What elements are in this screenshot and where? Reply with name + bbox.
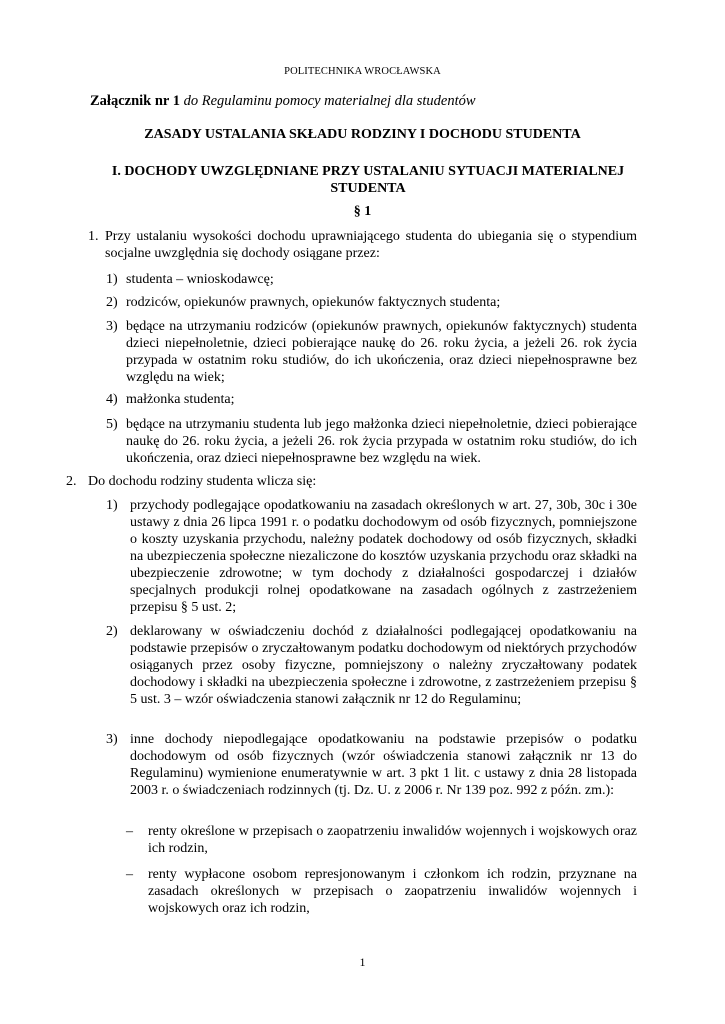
annex-number: Załącznik nr 1 — [90, 93, 180, 109]
dash-item-text: renty wypłacone osobom represjonowanym i członkom ich rodzin, przyznane na zasadach określonych w przepisach o zaopatrzeniu inwalidów wojennych i wojskowych oraz ich rodzin, — [148, 867, 637, 916]
paragraph-mark: § 1 — [353, 204, 372, 219]
point-number: 1. — [88, 229, 99, 244]
dash-item-text: renty określone w przepisach o zaopatrzeniu inwalidów wojennych i wojskowych oraz ich rodzin, — [148, 824, 637, 856]
item-text: przychody podlegające opodatkowaniu na zasadach określonych w art. 27, 30b, 30c i 30e ustawy z dnia 26 lipca 1991 r. o podatku dochodowym od osób fizycznych, pomniejszone o koszty uzyskania przychodu, należny podatek dochodowy od osób fizycznych, składki na ubezpieczenia społeczne niezaliczone do kosztów uzyskania przychodu oraz składki na ubezpieczenie zdrowotne; w tym dochody z działalności gospodarczej i działów specjalnych produkcji rolnej opodatkowane na zasadach ogólnych z zastrzeżeniem przepisu § 5 ust. 2; — [130, 498, 637, 615]
item-text: małżonka studenta; — [126, 392, 235, 407]
item-text: będące na utrzymaniu studenta lub jego małżonka dzieci niepełnoletnie, dzieci pobierające naukę do 26. roku życia, a jeżeli 26. rok życia przypada w ostatnim roku studiów, do ich ukończenia, oraz dzieci niepełnosprawne bez względu na wiek. — [126, 417, 637, 466]
item-text: inne dochody niepodlegające opodatkowaniu na podstawie przepisów o podatku dochodowym od osób fizycznych (wzór oświadczenia stanowi załącznik nr 13 do Regulaminu) wymienione enumeratywnie w art. 3 pkt 1 lit. c ustawy z dnia 28 listopada 2003 r. o świadczeniach rodzinnych (tj. Dz. U. z 2006 r. Nr 139 poz. 992 z późn. zm.): — [130, 732, 637, 798]
item-text: deklarowany w oświadczeniu dochód z działalności podlegającej opodatkowaniu na podstawie przepisów o zryczałtowanym podatku dochodowym od niektórych przychodów osiąganych przez osoby fizyczne, pomniejszony o należny zryczałtowany podatek dochodowy i składki na ubezpieczenia społeczne i zdrowotne, z zastrzeżeniem przepisu § 5 ust. 3 – wzór oświadczenia stanowi załącznik nr 12 do Regulaminu; — [130, 624, 637, 707]
item-number: 2) — [106, 295, 118, 310]
point-text: Do dochodu rodziny studenta wlicza się: — [88, 474, 317, 489]
point-number: 2. — [66, 474, 77, 489]
item-number: 2) — [106, 624, 118, 639]
annex-subtitle: do Regulaminu pomocy materialnej dla studentów — [179, 93, 476, 109]
item-number: 5) — [106, 417, 118, 432]
university-header: POLITECHNIKA WROCŁAWSKA — [284, 66, 441, 77]
item-number: 3) — [106, 319, 118, 334]
item-number: 1) — [106, 498, 118, 513]
item-number: 3) — [106, 732, 118, 747]
dash-bullet: – — [126, 824, 133, 839]
point-text: Przy ustalaniu wysokości dochodu uprawniającego studenta do ubiegania się o stypendium socjalne uwzględnia się dochody osiągane przez: — [105, 229, 637, 261]
item-number: 1) — [106, 272, 118, 287]
document-title: ZASADY USTALANIA SKŁADU RODZINY I DOCHODU STUDENTA — [144, 127, 581, 142]
section-title: I. DOCHODY UWZGLĘDNIANE PRZY USTALANIU SYTUACJI MATERIALNEJ STUDENTA — [111, 164, 625, 196]
item-text: studenta – wnioskodawcę; — [126, 272, 274, 287]
item-text: rodziców, opiekunów prawnych, opiekunów faktycznych studenta; — [126, 295, 501, 310]
item-text: będące na utrzymaniu rodziców (opiekunów prawnych, opiekunów faktycznych) studenta dzieci niepełnoletnie, dzieci pobierające naukę do 26. roku życia, a jeżeli 26. rok życia przypada w ostatnim roku studiów, do ich ukończenia, oraz dzieci niepełnosprawne bez względu na wiek; — [126, 319, 637, 385]
page-number: 1 — [359, 955, 366, 969]
item-number: 4) — [106, 392, 118, 407]
annex-heading — [90, 93, 476, 110]
dash-bullet: – — [126, 867, 133, 882]
